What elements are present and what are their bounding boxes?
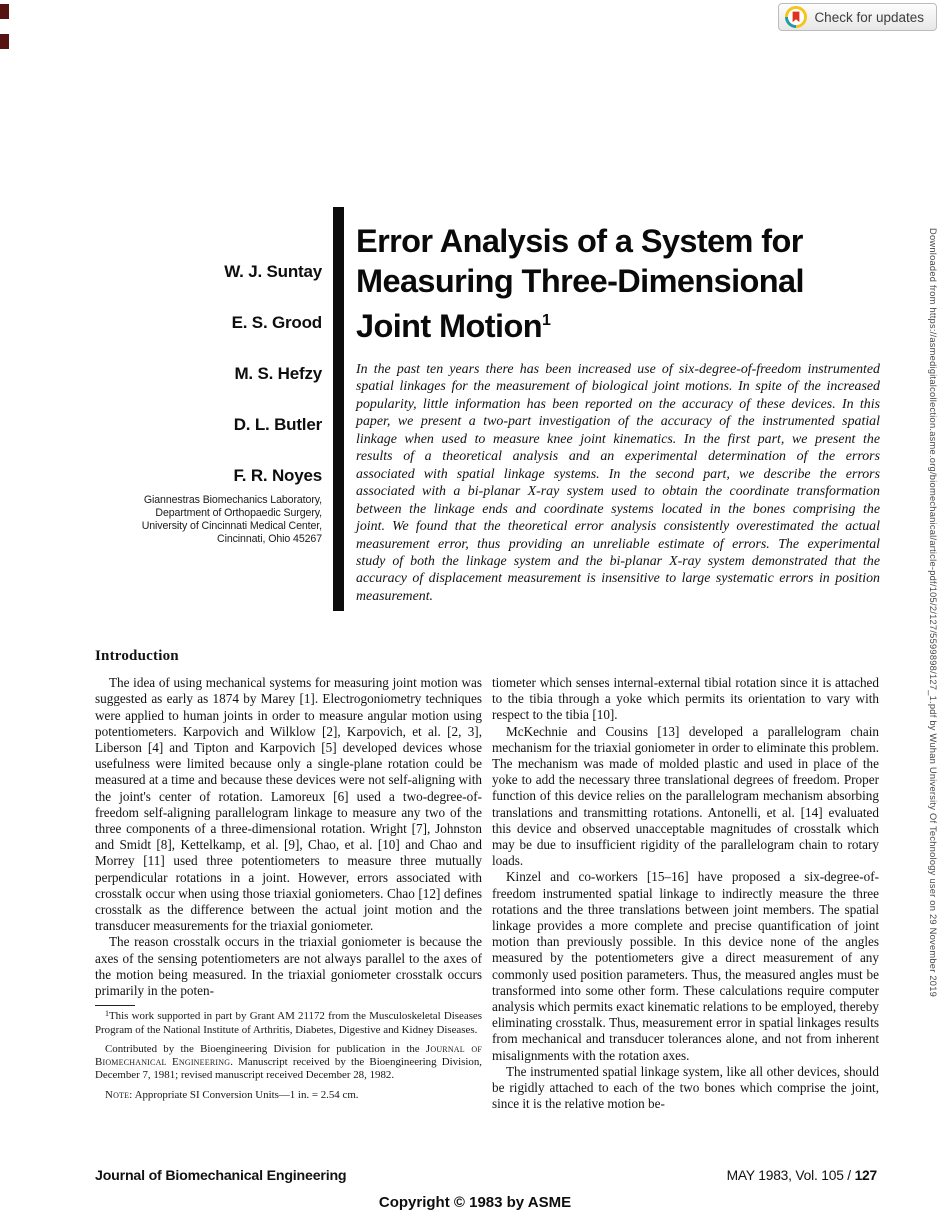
check-for-updates-label: Check for updates: [814, 9, 924, 25]
download-watermark: Downloaded from https://asmedigitalcollection.asme.org/biomechanical/article-pdf/105/2/127/5599898/127_1.pdf by Wuhan University Of Technology user on 29 November 2019: [928, 228, 938, 998]
footnotes: [95, 1005, 482, 1102]
author-name: D. L. Butler: [233, 415, 322, 434]
right-column: [492, 648, 879, 1112]
body-paragraph: The idea of using mechanical systems for measuring joint motion was suggested as early as 1874 by Marey [1]. Electrogoniometry techniques were applied to human joints in order to measure angular motion using potentiometers. Karpovich and Wilklow [2], Karpovich, et al. [2, 3], Liberson [4] and Tipton and Karpovich [5] developed devices whose usefulness were limited because only a single-plane rotation could be measured at a time and because these devices were not self-aligning with the joint's center of rotation. Lamoreux [6] used a two-degree-of-freedom self-aligning parallelogram linkage to measure any two of the three components of a three-dimensional rotation. Wright [7], Johnston and Smidt [8], Kettelkamp, et al. [9], Chao, et al. [10] and Chao and Morrey [11] used three potentiometers to measure three mutually perpendicular rotations in a joint. However, errors associated with crosstalk occur when using those triaxial goniometers. Chao [12] defines crosstalk as the difference between the actual joint motion and the transducer measurements for the triaxial goniometer.: [95, 675, 482, 934]
affiliation-line: Department of Orthopaedic Surgery,: [155, 506, 322, 519]
author-name: F. R. Noyes: [233, 466, 322, 485]
body-paragraph: McKechnie and Cousins [13] developed a parallelogram chain mechanism for the triaxial goniometer in order to eliminate this problem. The mechanism was made of molded plastic and used in place of the yoke to add the necessary three translational degrees of freedom. Proper function of this device relies on the parallelogram mechanism absorbing translations and transmitting rotations. Antonelli, et al. [14] evaluated this device and observed unacceptable magnitudes of crosstalk which may be due to insufficient rigidity of the parallelogram chain to rotary loads.: [492, 723, 879, 869]
registration-mark: [0, 4, 9, 19]
check-for-updates-button[interactable]: [778, 3, 937, 31]
author-name: E. S. Grood: [231, 313, 322, 332]
title-line: Error Analysis of a System for: [356, 223, 803, 259]
left-column-text: [95, 675, 482, 999]
author-name: W. J. Suntay: [224, 262, 322, 281]
registration-mark: [0, 34, 9, 49]
crossmark-icon: [785, 6, 807, 28]
title-line: Joint Motion$^1$: [356, 308, 551, 344]
author-list: [60, 262, 322, 517]
title-footnote-marker: 1: [541, 312, 551, 329]
journal-name-smallcaps: Journal of Biomechanical Engineering: [95, 1042, 482, 1069]
body-paragraph: Kinzel and co-workers [15–16] have proposed a six-degree-of-freedom instrumented spatial linkage to indirectly measure the three rotations and the three translations between joint members. The spatial linkage provides a more complete and precise quantification of joint motion than previously possible. In this device none of the angles measured by the potentiometers give a direct measurement of any commonly used position parameters. Thus, the measured angles must be transformed into some other form. These calculations require computer analysis which permits exact kinematic relations to be employed, thereby eliminating crosstalk. Thus, measurement error in spatial linkages results from mechanical and transducer tolerances alone, and not from inherent misalignments with the rotation axes.: [492, 869, 879, 1063]
title-line: Measuring Three-Dimensional: [356, 263, 804, 299]
author-name: M. S. Hefzy: [234, 364, 322, 383]
title-divider-bar: [333, 207, 344, 611]
article-body: [95, 648, 879, 1112]
section-heading-introduction: Introduction: [95, 648, 179, 664]
footer-issue-info: MAY 1983, Vol. 105 / 127: [726, 1168, 877, 1183]
body-paragraph: tiometer which senses internal-external tibial rotation since it is attached to the tibia through a yoke which permits its orientation to vary with respect to the tibia [10].: [492, 675, 879, 723]
affiliation-line: University of Cincinnati Medical Center,: [141, 519, 322, 532]
affiliation-line: Cincinnati, Ohio 45267: [217, 532, 322, 545]
footnote-rule: [95, 1005, 135, 1006]
affiliation-block: [60, 494, 322, 546]
page-footer: [95, 1168, 877, 1184]
article-title: [356, 221, 896, 346]
affiliation-line: Giannestras Biomechanics Laboratory,: [143, 494, 322, 506]
left-column: [95, 648, 482, 1112]
body-paragraph: The reason crosstalk occurs in the triaxial goniometer is because the axes of the sensing potentiometers are not always parallel to the axes of the motion being measured. In the triaxial goniometer crosstalk occurs primarily in the poten-: [95, 934, 482, 999]
footer-page-number: 127: [854, 1168, 877, 1183]
copyright-notice: Copyright © 1983 by ASME: [378, 1194, 572, 1211]
body-paragraph: The instrumented spatial linkage system, like all other devices, should be rigidly attached to each of the two bones which comprise the joint, since it is the relative motion be-: [492, 1063, 879, 1112]
footer-journal-title: Journal of Biomechanical Engineering: [95, 1168, 347, 1184]
footnote-contributed: Contributed by the Bioengineering Division for publication in the Journal of Biomechanical Engineering. Manuscript received by the Bioengineering Division, December 7, 1981; revised manuscript received December 28, 1982.: [95, 1042, 482, 1082]
footnote-grant: $^1$This work supported in part by Grant AM 21172 from the Musculoskeletal Diseases Program of the National Institute of Arthritis, Diabetes, Digestive and Kidney Diseases.: [95, 1009, 482, 1036]
footnote-note: Note: Appropriate SI Conversion Units—1 in. = 2.54 cm.: [105, 1088, 359, 1101]
abstract: In the past ten years there has been increased use of six-degree-of-freedom instrumented spatial linkages for the measurement of biological joint motions. In spite of the increased popularity, little information has been reported on the accuracy of these devices. In this paper, we present a two-part investigation of the accuracy of the instrumented spatial linkage when used to measure knee joint kinematics. In the first part, we present the results of a theoretical analysis and an experimental determination of the errors associated with spatial linkage systems. In the second part, we describe the errors associated with a bi-planar X-ray system used to obtain the coordinate transformation between the linkage ends and coordinate systems located in the bones comprising the joint. We found that the theoretical error analysis consistently overestimated the actual measurement error, thus providing an unreliable estimate of errors. The experimental study of both the linkage system and the bi-planar X-ray system demonstrated that the accuracy of displacement measurement is insensitive to large systematic errors in position measurement.: [356, 362, 880, 604]
